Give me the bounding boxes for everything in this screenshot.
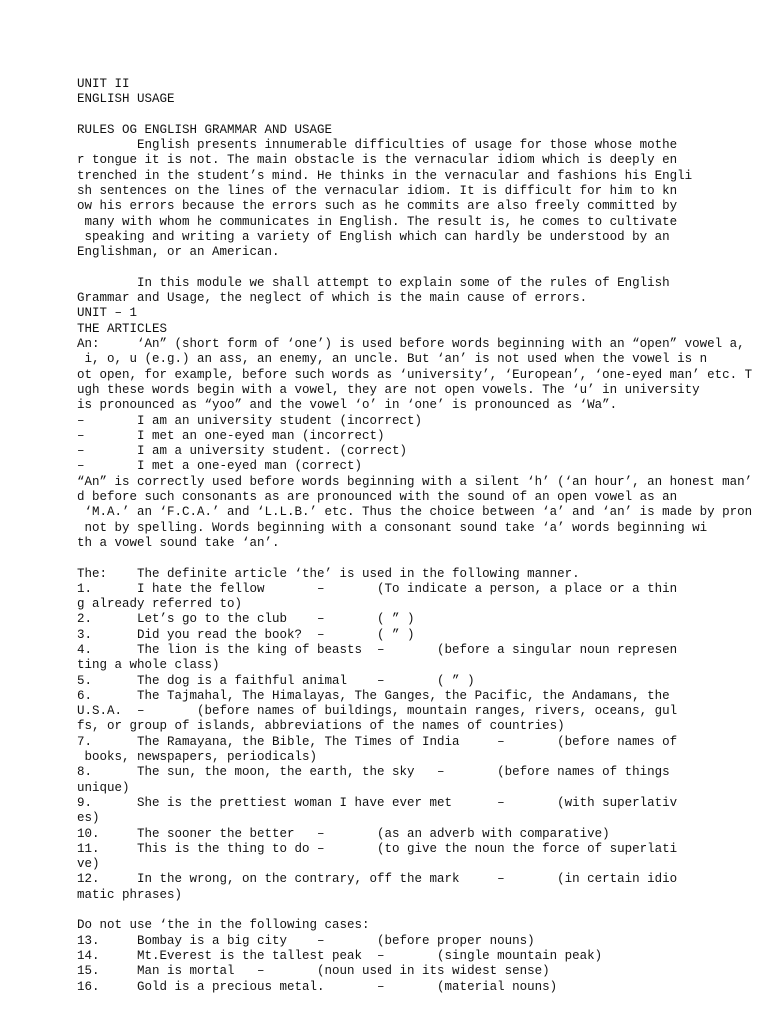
text-line: 6. The Tajmahal, The Himalayas, The Ganges, the Pacific, the Andamans, the	[77, 688, 670, 703]
text-line: THE ARTICLES	[77, 321, 168, 336]
text-line: U.S.A. – (before names of buildings, mountain ranges, rivers, oceans, gul	[77, 704, 678, 719]
text-line: – I am an university student (incorrect)	[77, 413, 423, 428]
text-line: Englishman, or an American.	[77, 245, 280, 260]
text-line: 16. Gold is a precious metal. – (material nouns)	[77, 979, 558, 994]
text-line: 12. In the wrong, on the contrary, off the mark – (in certain idio	[77, 872, 678, 887]
blank-line	[77, 551, 768, 566]
text-line: books, newspapers, periodicals)	[77, 750, 318, 765]
text-line: is pronounced as “yoo” and the vowel ‘o’ in ‘one’ is pronounced as ‘Wa”.	[77, 398, 618, 413]
text-line: An: ‘An” (short form of ‘one’) is used before words beginning with an “open” vowel a,	[77, 337, 745, 352]
text-line: not by spelling. Words beginning with a consonant sound take ‘a’ words beginning wi	[77, 520, 708, 535]
text-line: th a vowel sound take ‘an’.	[77, 535, 280, 550]
text-line: – I met a one-eyed man (correct)	[77, 459, 363, 474]
text-line: 7. The Ramayana, the Bible, The Times of India – (before names of	[77, 734, 678, 749]
text-line: Do not use ‘the in the following cases:	[77, 918, 370, 933]
text-line: UNIT II	[77, 77, 130, 91]
text-line: 11. This is the thing to do – (to give the noun the force of superlati	[77, 841, 678, 856]
text-line: d before such consonants as are pronounced with the sound of an open vowel as an	[77, 490, 678, 505]
text-line: 8. The sun, the moon, the earth, the sky – (before names of things	[77, 765, 670, 780]
text-line: Grammar and Usage, the neglect of which is the main cause of errors.	[77, 291, 588, 306]
text-line: RULES OG ENGLISH GRAMMAR AND USAGE	[77, 122, 333, 137]
text-line: matic phrases)	[77, 887, 183, 902]
text-line: 1. I hate the fellow – (To indicate a person, a place or a thin	[77, 581, 678, 596]
text-line: 3. Did you read the book? – ( ” )	[77, 627, 415, 642]
text-line: unique)	[77, 780, 130, 795]
blank-line	[77, 903, 768, 918]
text-line: 4. The lion is the king of beasts – (before a singular noun represen	[77, 642, 678, 657]
text-line: 9. She is the prettiest woman I have ever met – (with superlativ	[77, 795, 678, 810]
text-line: i, o, u (e.g.) an ass, an enemy, an uncle. But ‘an’ is not used when the vowel is n	[77, 352, 708, 367]
text-line: trenched in the student’s mind. He thinks in the vernacular and fashions his Engli	[77, 168, 693, 183]
text-line: ot open, for example, before such words as ‘university’, ‘European’, ‘one-eyed man’ etc. T	[77, 367, 753, 382]
text-line: – I am a university student. (correct)	[77, 444, 408, 459]
document-page	[77, 77, 768, 995]
text-line: 14. Mt.Everest is the tallest peak – (single mountain peak)	[77, 948, 603, 963]
text-line: UNIT – 1	[77, 306, 138, 321]
text-line: ugh these words begin with a vowel, they are not open vowels. The ‘u’ in university	[77, 382, 700, 397]
text-line: 13. Bombay is a big city – (before proper nouns)	[77, 933, 535, 948]
text-line: sh sentences on the lines of the vernacular idiom. It is difficult for him to kn	[77, 184, 678, 199]
text-line: ting a whole class)	[77, 658, 220, 673]
text-line: ‘M.A.’ an ‘F.C.A.’ and ‘L.L.B.’ etc. Thus the choice between ‘a’ and ‘an’ is made by pron	[77, 505, 753, 520]
text-line: speaking and writing a variety of English which can hardly be understood by an	[77, 229, 670, 244]
text-line: many with whom he communicates in English. The result is, he comes to cultivate	[77, 214, 678, 229]
text-line: – I met an one-eyed man (incorrect)	[77, 428, 385, 443]
text-line: ENGLISH USAGE	[77, 92, 175, 107]
text-line: 2. Let’s go to the club – ( ” )	[77, 612, 415, 627]
text-line: 10. The sooner the better – (as an adverb with comparative)	[77, 826, 610, 841]
text-line: r tongue it is not. The main obstacle is the vernacular idiom which is deeply en	[77, 153, 678, 168]
blank-line	[77, 108, 768, 123]
text-line: 15. Man is mortal – (noun used in its widest sense)	[77, 964, 550, 979]
text-line: ve)	[77, 857, 100, 872]
blank-line	[77, 261, 768, 276]
text-line: English presents innumerable difficulties of usage for those whose mothe	[77, 138, 678, 153]
text-line: es)	[77, 811, 100, 826]
text-line: The: The definite article ‘the’ is used in the following manner.	[77, 566, 580, 581]
text-line: ow his errors because the errors such as he commits are also freely committed by	[77, 199, 678, 214]
text-line: fs, or group of islands, abbreviations of the names of countries)	[77, 719, 565, 734]
text-line: g already referred to)	[77, 597, 243, 612]
text-line: In this module we shall attempt to explain some of the rules of English	[77, 275, 670, 290]
text-line: “An” is correctly used before words beginning with a silent ‘h’ (‘an hour’, an honest man’	[77, 474, 753, 489]
text-line: 5. The dog is a faithful animal – ( ” )	[77, 673, 475, 688]
